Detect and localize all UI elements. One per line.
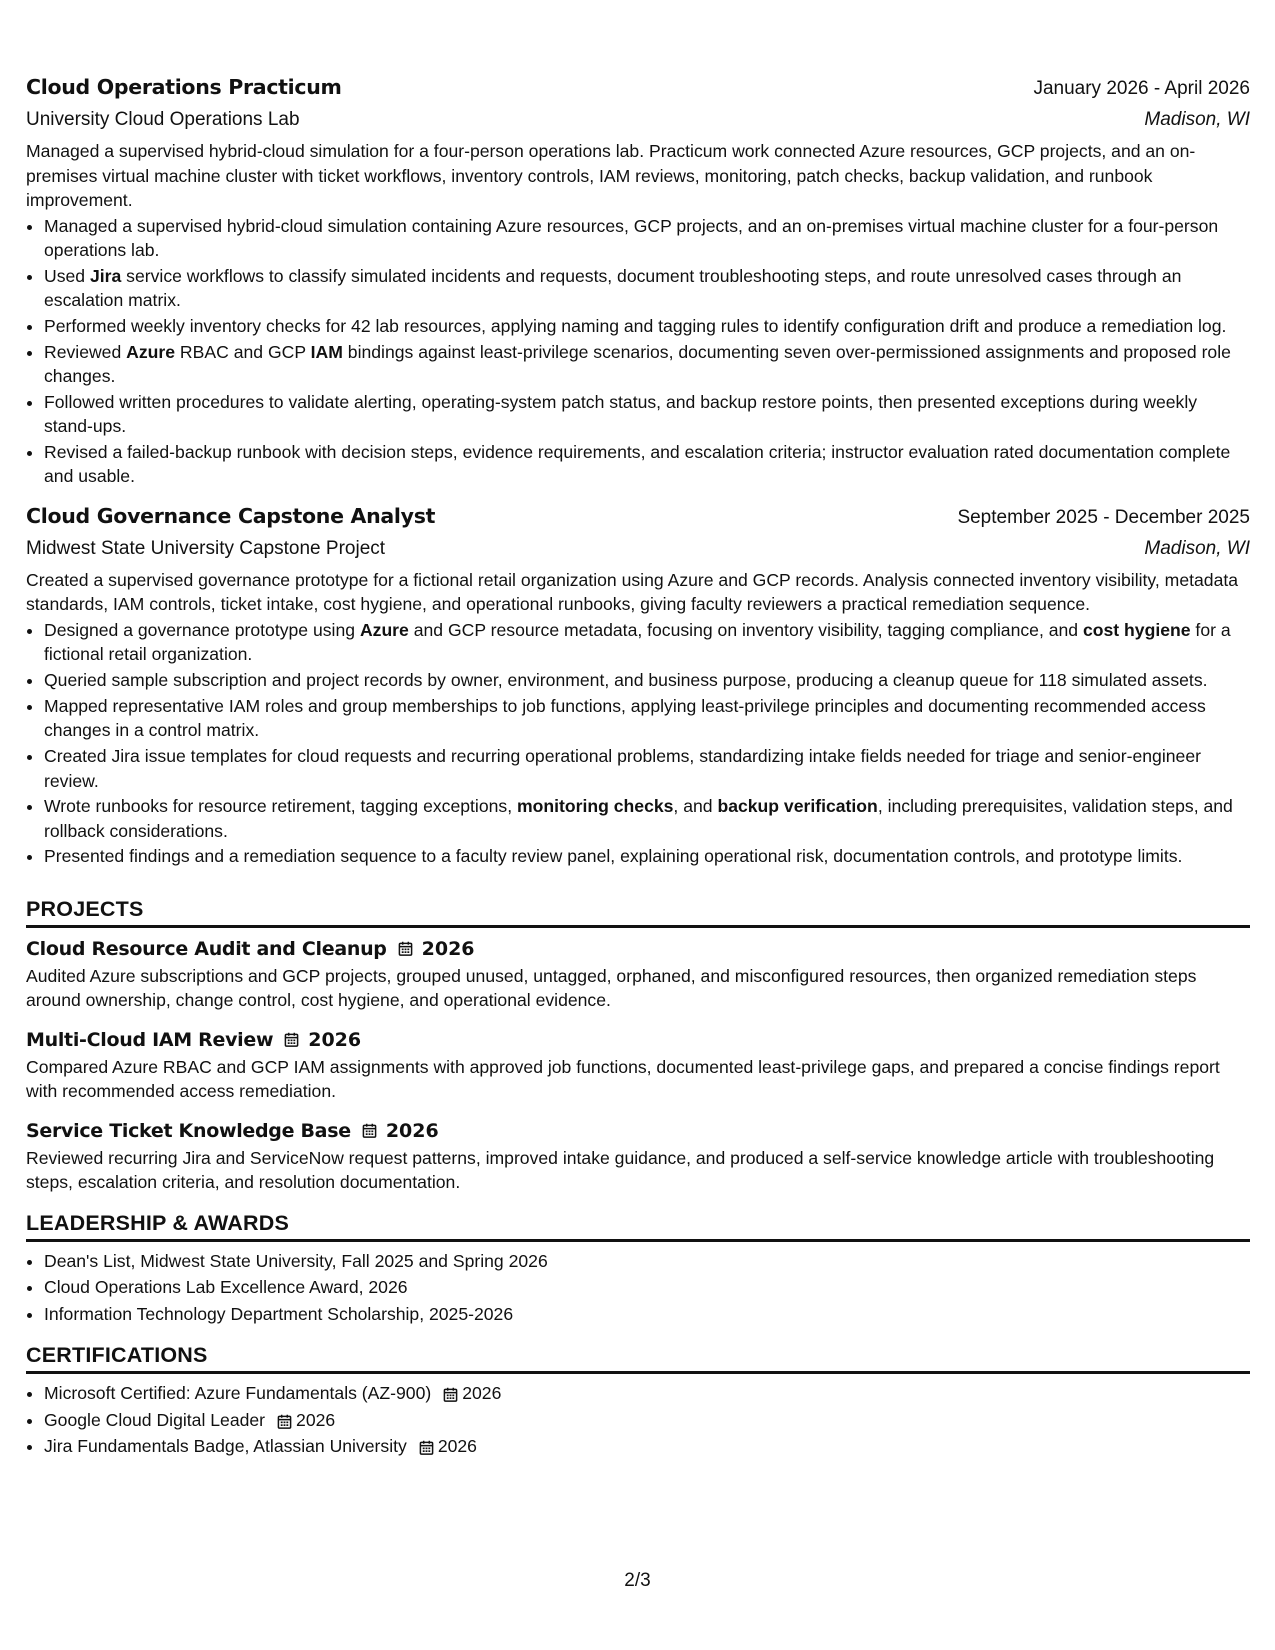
certification-item [44,1380,1250,1407]
job-location: Madison, WI [1144,109,1250,130]
bullet-item: • Queried sample subscription and project records by owner, environment, and business purpose, producing a cleanup queue for 118 simulated assets. [44,668,1250,693]
project-description: Reviewed recurring Jira and ServiceNow request patterns, improved intake guidance, and produced a self-service knowledge article with troubleshooting steps, escalation criteria, and resolution documentation. [26,1147,1215,1193]
bullet-item: • Reviewed Azure RBAC and GCP IAM bindings against least-privilege scenarios, documenting seven over-permissioned assignments and proposed role changes. [44,340,1250,389]
certification-name: Microsoft Certified: Azure Fundamentals (AZ-900) [44,1383,432,1404]
certification-year: 2026 [296,1409,336,1430]
section-heading-leadership: LEADERSHIP & AWARDS [26,1207,1250,1242]
calendar-icon [284,1032,299,1047]
section-heading-projects: PROJECTS [26,881,1250,928]
project-entry [26,1116,1250,1195]
bullet-item: • Used Jira service workflows to classify simulated incidents and requests, document troubleshooting steps, and route unresolved cases through an escalation matrix. [44,264,1250,313]
calendar-icon [419,1440,434,1455]
certification-item [44,1433,1250,1460]
job-dates: September 2025 - December 2025 [957,506,1250,528]
calendar-icon [362,1123,377,1138]
award-item: • Information Technology Department Scholarship, 2025-2026 [44,1301,1250,1328]
page-number: 2/3 [624,1570,651,1591]
job-dates: January 2026 - April 2026 [1033,78,1250,99]
bullet-item: • Performed weekly inventory checks for 42 lab resources, applying naming and tagging rules to identify configuration drift and produce a remediation log. [44,314,1250,339]
calendar-icon [443,1387,458,1402]
certification-year: 2026 [462,1383,502,1404]
calendar-icon [277,1414,292,1429]
project-entry [26,934,1250,1013]
job-summary: Created a supervised governance prototype for a fictional retail organization using Azure and GCP records. Analysis connected inventory visibility, metadata standards, IAM controls, ticket intake, cost hygiene, and operational runbooks, giving faculty reviewers a practical remediation sequence. [26,569,1239,615]
certifications-list [26,1380,1250,1460]
job-title: Cloud Governance Capstone Analyst [26,503,436,528]
bullet-item: • Followed written procedures to validate alerting, operating-system patch status, and backup restore points, then presented exceptions during weekly stand-ups. [44,390,1250,439]
bullet-item: • Created Jira issue templates for cloud requests and recurring operational problems, standardizing intake fields needed for triage and senior-engineer review. [44,744,1250,793]
bullet-item: • Wrote runbooks for resource retirement, tagging exceptions, monitoring checks, and backup verification, including prerequisites, validation steps, and rollback considerations. [44,794,1250,843]
project-year: 2026 [308,1028,362,1051]
award-item: • Dean's List, Midwest State University, Fall 2025 and Spring 2026 [44,1248,1250,1275]
project-name: Multi-Cloud IAM Review [26,1028,274,1051]
job-summary: Managed a supervised hybrid-cloud simulation for a four-person operations lab. Practicum work connected Azure resources, GCP projects, and an on-premises virtual machine cluster with ticket workflows, inventory controls, IAM reviews, monitoring, patch checks, backup validation, and runbook improvement. [26,141,1196,210]
calendar-icon [398,941,413,956]
project-name: Service Ticket Knowledge Base [26,1119,351,1142]
bullet-item: • Mapped representative IAM roles and group memberships to job functions, applying least-privilege principles and documenting recommended access changes in a control matrix. [44,694,1250,743]
certification-name: Google Cloud Digital Leader [44,1409,266,1430]
project-name: Cloud Resource Audit and Cleanup [26,937,387,960]
job-organization: Midwest State University Capstone Project [26,537,386,559]
bullet-item: • Revised a failed-backup runbook with decision steps, evidence requirements, and escalation criteria; instructor evaluation rated documentation complete and usable. [44,440,1250,489]
job-title: Cloud Operations Practicum [26,75,342,99]
section-heading-certifications: CERTIFICATIONS [26,1327,1250,1374]
experience-entry [26,72,1250,489]
bullet-item: • Designed a governance prototype using Azure and GCP resource metadata, focusing on inventory visibility, tagging compliance, and cost hygiene for a fictional retail organization. [44,618,1250,667]
project-entry [26,1025,1250,1104]
certification-year: 2026 [437,1436,477,1457]
experience-entry [26,501,1250,869]
bullet-item: • Presented findings and a remediation sequence to a faculty review panel, explaining operational risk, documentation controls, and prototype limits. [44,844,1250,869]
job-location: Madison, WI [1144,537,1250,559]
award-item: • Cloud Operations Lab Excellence Award, 2026 [44,1274,1250,1301]
job-bullets [26,214,1250,489]
project-description: Audited Azure subscriptions and GCP projects, grouped unused, untagged, orphaned, and misconfigured resources, then organized remediation steps around ownership, change control, cost hygiene, and operational evidence. [26,965,1197,1011]
project-description: Compared Azure RBAC and GCP IAM assignments with approved job functions, documented least-privilege gaps, and prepared a concise findings report with recommended access remediation. [26,1056,1220,1102]
project-year: 2026 [385,1119,439,1142]
bullet-item: • Managed a supervised hybrid-cloud simulation containing Azure resources, GCP projects, and an on-premises virtual machine cluster for a four-person operations lab. [44,214,1250,263]
certification-item [44,1407,1250,1434]
job-organization: University Cloud Operations Lab [26,109,300,130]
certification-name: Jira Fundamentals Badge, Atlassian University [44,1436,407,1457]
resume-page [26,72,1250,1460]
project-year: 2026 [421,937,475,960]
leadership-list [26,1248,1250,1328]
job-bullets [26,618,1250,869]
